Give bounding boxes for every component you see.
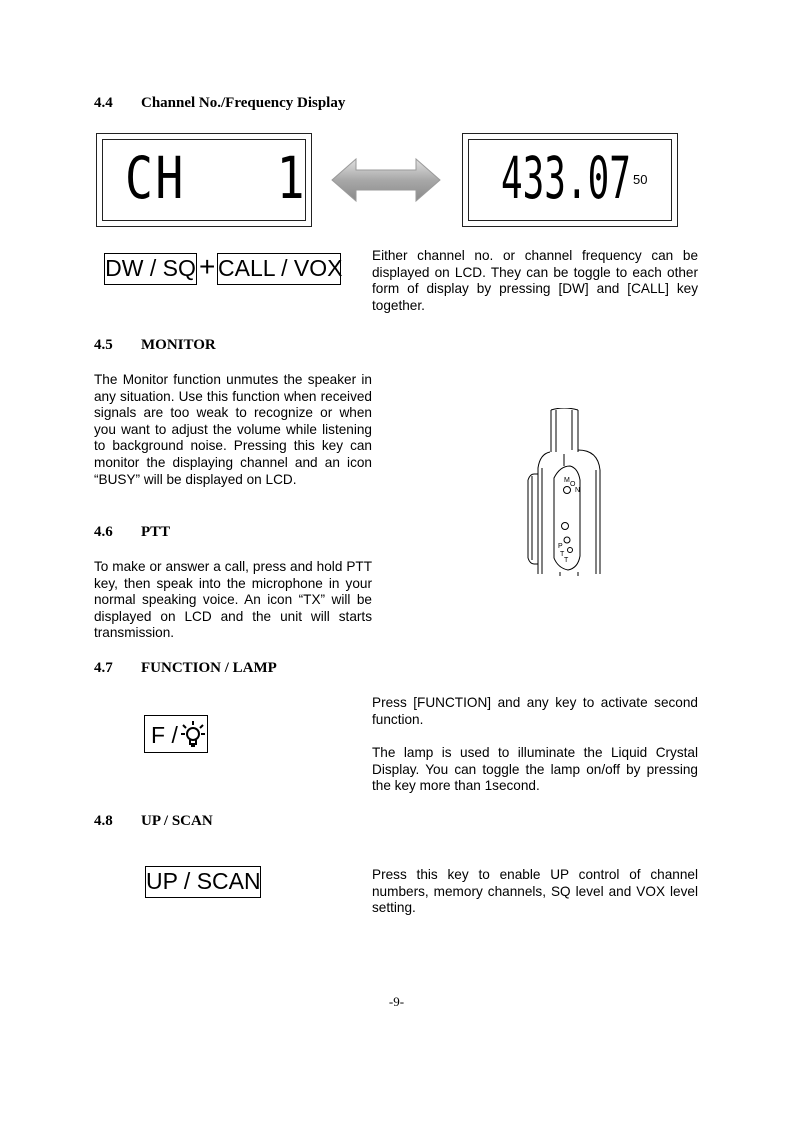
- ptt-label-t2: T: [564, 557, 569, 564]
- lamp-bulb-icon: [180, 720, 206, 748]
- section-title: FUNCTION / LAMP: [141, 660, 277, 676]
- section-heading-4-6: [94, 524, 170, 541]
- up-scan-key: UP / SCAN: [145, 866, 261, 898]
- page-number: -9-: [388, 994, 405, 1009]
- lcd-channel-display: [96, 133, 312, 227]
- section-number: 4.5: [94, 337, 113, 353]
- function-paragraph: Press [FUNCTION] and any key to activate second function.: [372, 695, 698, 727]
- call-vox-key: CALL / VOX: [217, 253, 341, 285]
- up-scan-paragraph: Press this key to enable UP control of channel numbers, memory channels, SQ level and VOX level setting.: [372, 867, 698, 916]
- section-heading-4-4: [94, 95, 345, 112]
- ptt-label-t1: T: [560, 551, 565, 558]
- lcd-channel-text: CH 1: [125, 144, 308, 212]
- dw-sq-key: DW / SQ: [104, 253, 197, 285]
- section-heading-4-7: [94, 660, 277, 677]
- radio-side-illustration: [520, 408, 630, 580]
- section-title: Channel No./Frequency Display: [141, 95, 346, 111]
- section-title: MONITOR: [141, 337, 216, 353]
- section-number: 4.8: [94, 813, 113, 829]
- section-title: UP / SCAN: [141, 813, 213, 829]
- monitor-paragraph: The Monitor function unmutes the speaker in any situation. Use this function when received signals are too weak to recognize or when you want to adjust the volume while listening to background noise. Pressing this key can monitor the displaying channel and an icon “BUSY” will be displayed on LCD.: [94, 372, 372, 487]
- ptt-paragraph: To make or answer a call, press and hold PTT key, then speak into the microphone in your normal speaking voice. An icon “TX” will be displayed on LCD and the unit will starts transmission.: [94, 559, 372, 641]
- double-arrow-icon: [330, 157, 442, 203]
- ptt-label-p: P: [558, 543, 563, 550]
- section-heading-4-5: [94, 337, 216, 354]
- lcd-frequency-display: [462, 133, 678, 227]
- lcd-frequency-suffix: 50: [633, 172, 648, 187]
- mon-label-o: O: [570, 481, 576, 488]
- lcd-frequency-text: 433.07: [501, 144, 631, 212]
- lamp-paragraph: The lamp is used to illuminate the Liquid Crystal Display. You can toggle the lamp on/off by pressing the key more than 1second.: [372, 745, 698, 794]
- section-title: PTT: [141, 524, 171, 540]
- mon-label-m: M: [564, 477, 570, 484]
- section-heading-4-8: [94, 813, 213, 830]
- plus-sign: +: [199, 251, 216, 282]
- section-number: 4.6: [94, 524, 113, 540]
- function-lamp-key: [144, 715, 208, 753]
- mon-label-n: N: [575, 487, 581, 494]
- function-key-label: F /: [151, 722, 178, 748]
- section-number: 4.4: [94, 95, 113, 111]
- channel-display-paragraph: Either channel no. or channel frequency can be displayed on LCD. They can be toggle to each other form of display by pressing [DW] and [CALL] key together.: [372, 248, 698, 313]
- section-number: 4.7: [94, 660, 113, 676]
